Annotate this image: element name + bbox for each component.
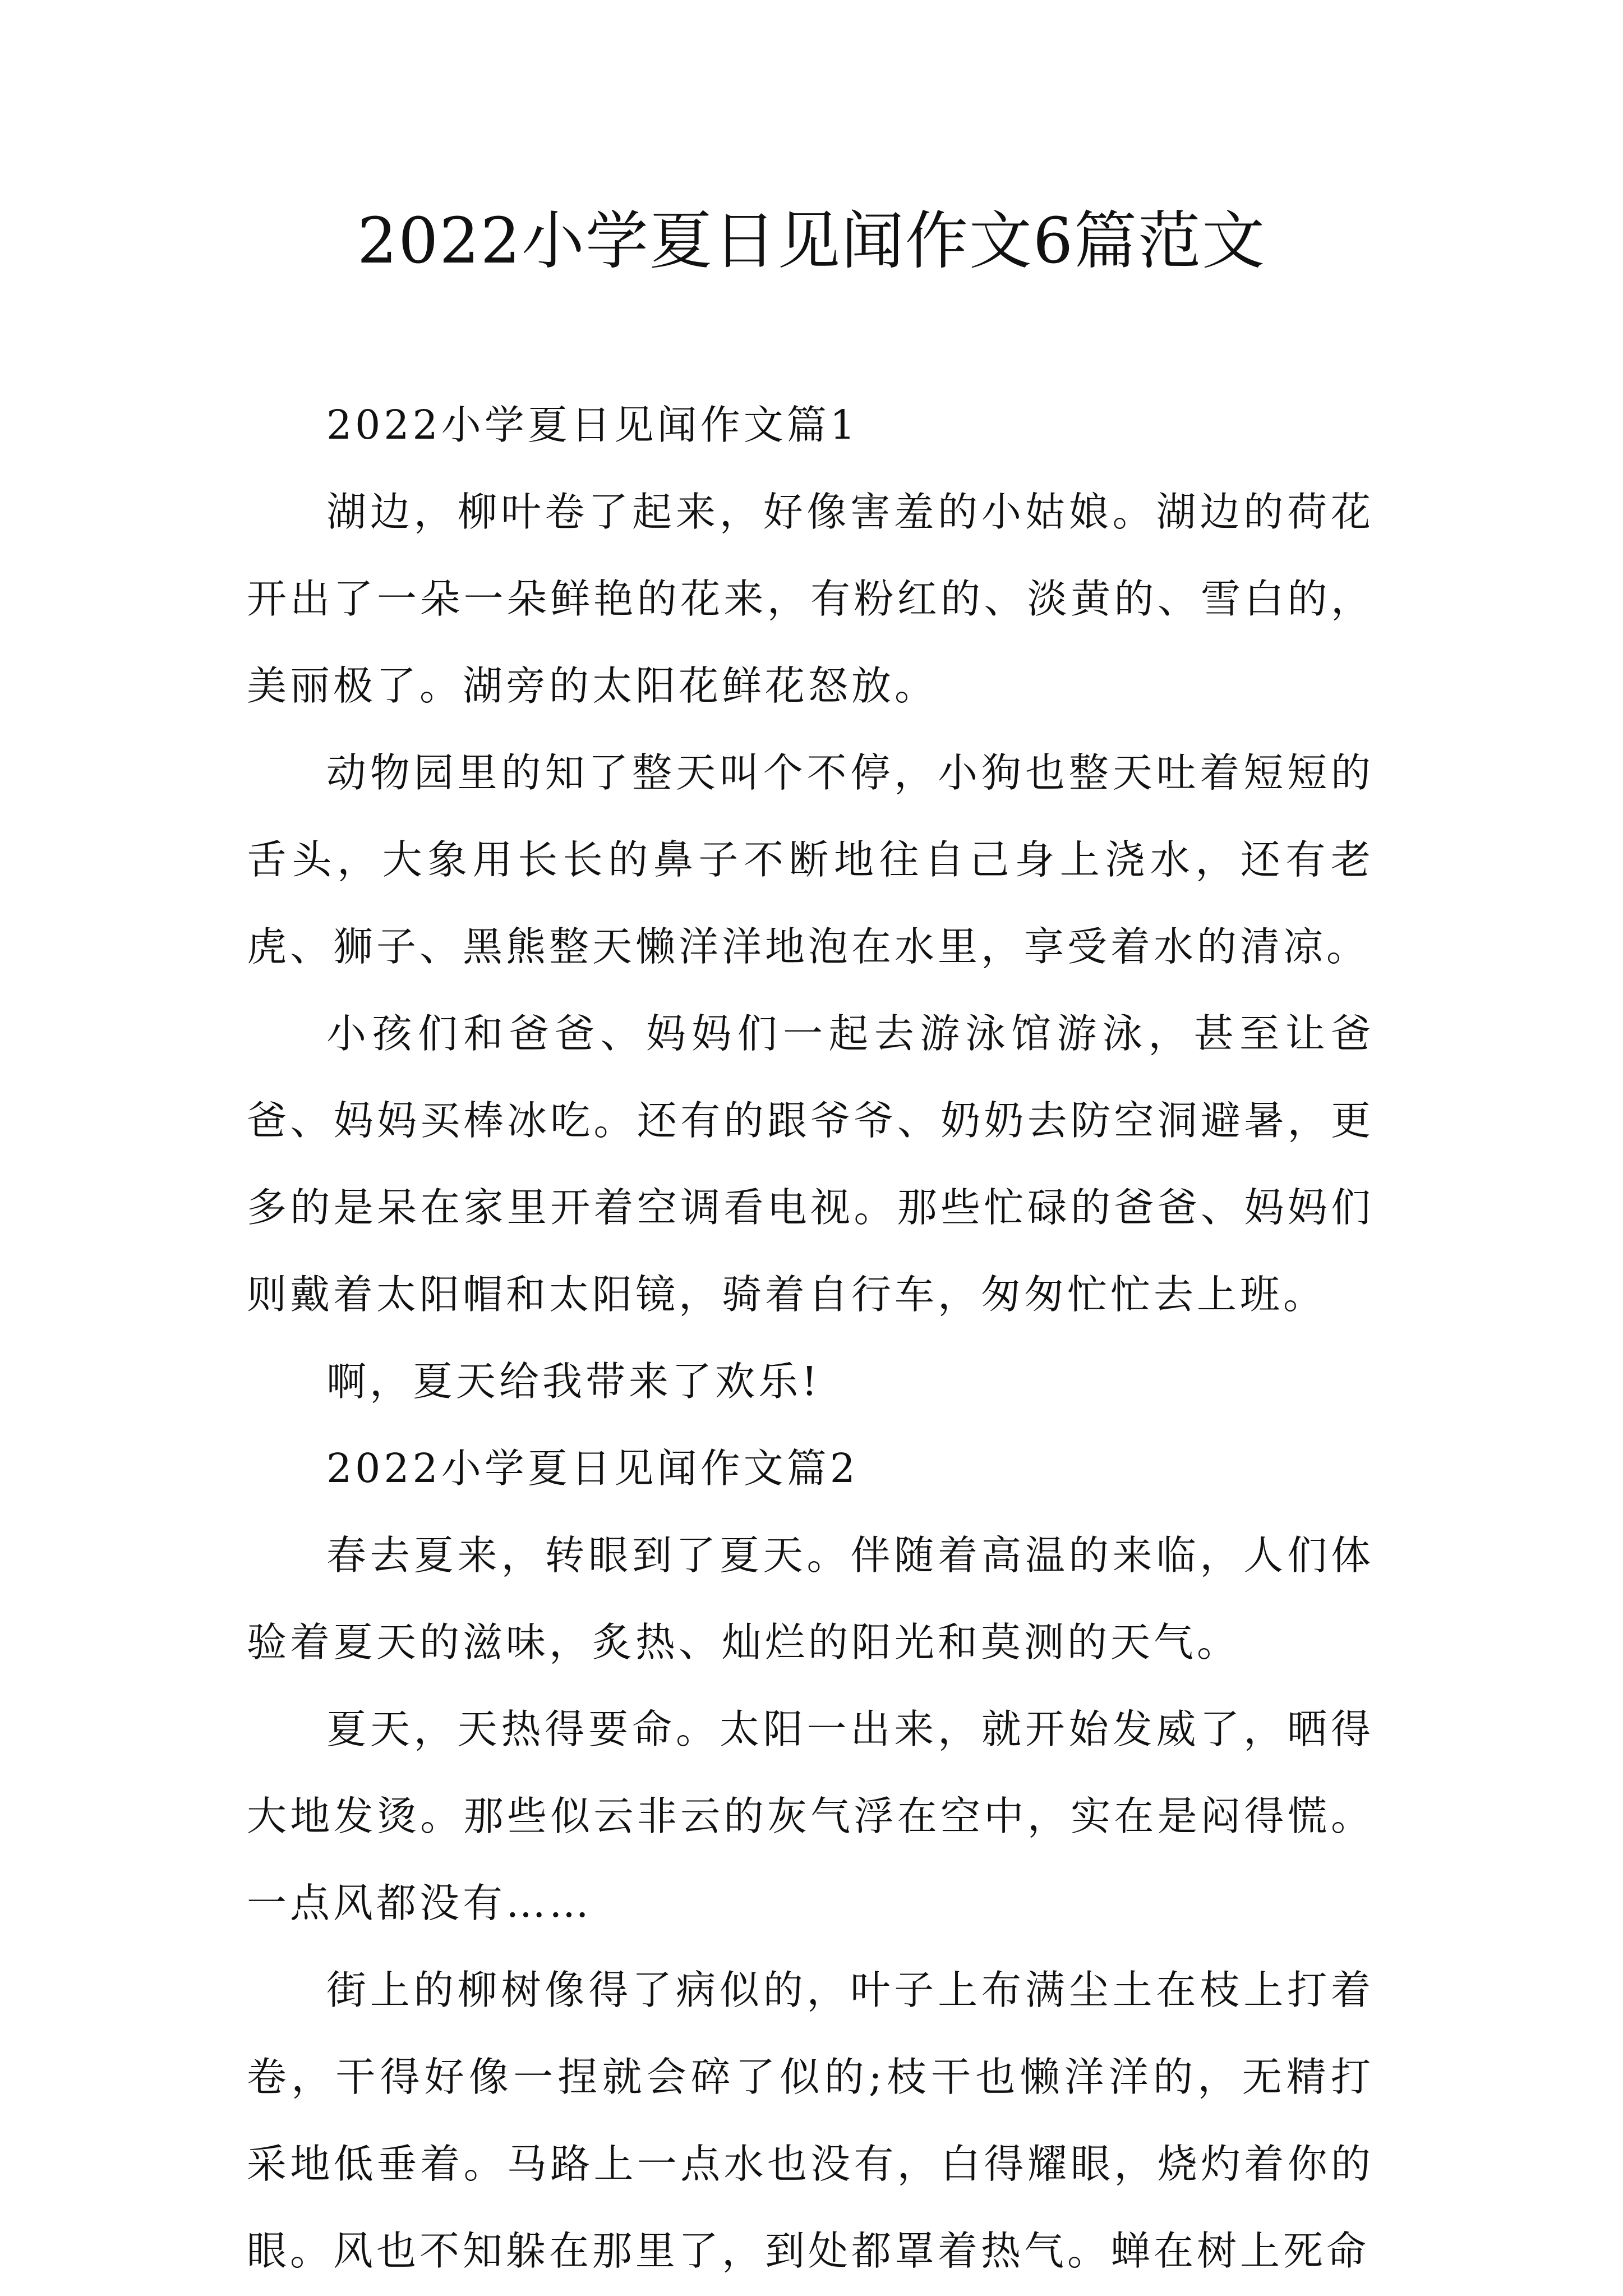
paragraph: 湖边，柳叶卷了起来，好像害羞的小姑娘。湖边的荷花开出了一朵一朵鲜艳的花来，有粉红的、淡黄的、雪白的，美丽极了。湖旁的太阳花鲜花怒放。	[247, 489, 1374, 709]
paragraph: 春去夏来，转眼到了夏天。伴随着高温的来临，人们体验着夏天的滋味，炙热、灿烂的阳光和莫测的天气。	[247, 1532, 1374, 1665]
document-title: 2022小学夏日见闻作文6篇范文	[357, 205, 1266, 278]
section-heading: 2022小学夏日见闻作文篇2	[326, 1445, 859, 1492]
paragraph: 夏天，天热得要命。太阳一出来，就开始发威了，晒得大地发烫。那些似云非云的灰气浮在空中，实在是闷得慌。一点风都没有……	[247, 1706, 1374, 1926]
paragraph: 街上的柳树像得了病似的，叶子上布满尘土在枝上打着卷，干得好像一捏就会碎了似的;枝干也懒洋洋的，无精打采地低垂着。马路上一点水也没有，白得耀眼，烧灼着你的眼。风也不知躲在那里了，到处都罩着热气。蝉在树上死命	[247, 1967, 1374, 2274]
section-heading: 2022小学夏日见闻作文篇1	[326, 402, 859, 448]
document-body	[247, 381, 1374, 2294]
paragraph: 小孩们和爸爸、妈妈们一起去游泳馆游泳，甚至让爸爸、妈妈买棒冰吃。还有的跟爷爷、奶奶去防空洞避暑，更多的是呆在家里开着空调看电视。那些忙碌的爸爸、妈妈们则戴着太阳帽和太阳镜，骑着自行车，匆匆忙忙去上班。	[247, 1010, 1374, 1318]
paragraph: 动物园里的知了整天叫个不停，小狗也整天吐着短短的舌头，大象用长长的鼻子不断地往自己身上浇水，还有老虎、狮子、黑熊整天懒洋洋地泡在水里，享受着水的清凉。	[247, 749, 1374, 970]
paragraph: 啊，夏天给我带来了欢乐!	[326, 1358, 821, 1405]
